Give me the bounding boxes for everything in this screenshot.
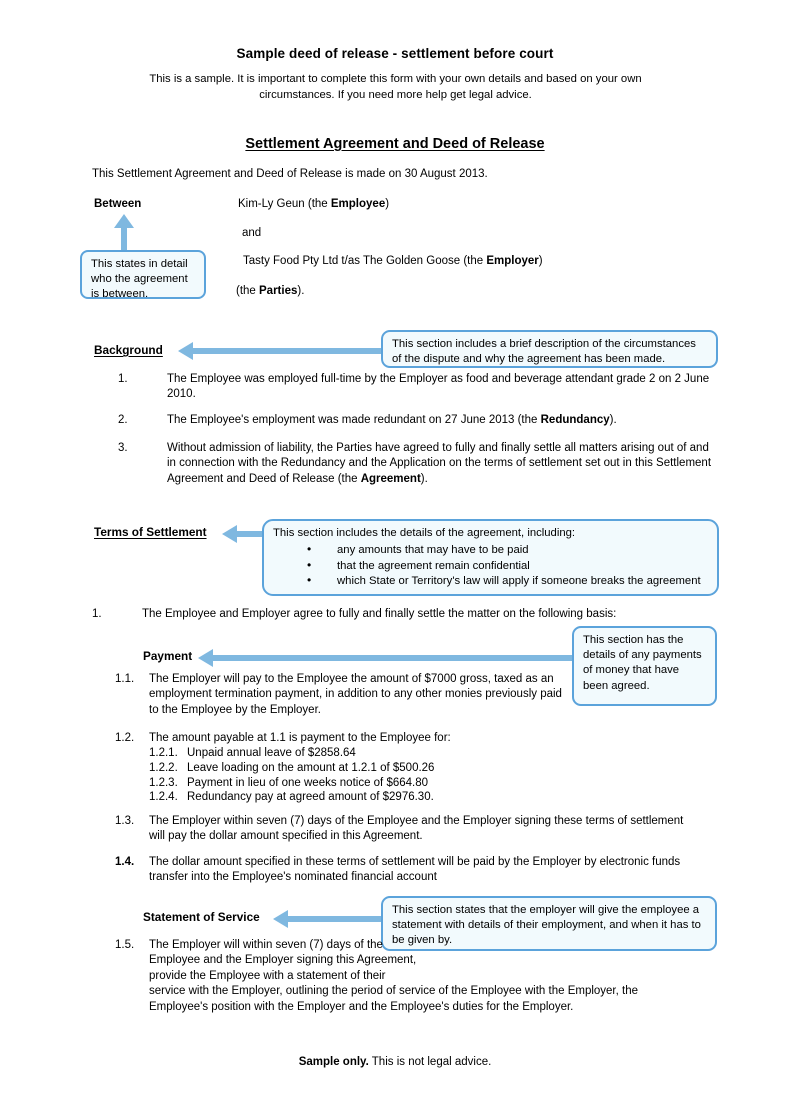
terms-item-1-1-text: The Employer will pay to the Employee the amount of $7000 gross, taxed as an employment termination payment, in addition to any other monies previously paid to the Employee by the Employer. (149, 673, 562, 716)
party-and: and (242, 227, 262, 239)
background-item-3-text (167, 441, 718, 487)
terms-item-1 (92, 607, 732, 622)
party-employer-pre: Tasty Food Pty Ltd t/as The Golden Goose (the (243, 255, 487, 267)
terms-item-1-2-3-number: 1.2.3. (149, 776, 178, 789)
footer-rest: This is not legal advice. (368, 1056, 492, 1068)
terms-item-1-2 (115, 731, 575, 805)
party-parties-post: ). (297, 285, 305, 297)
terms-item-1-4 (115, 855, 695, 886)
party-employer-bold: Employer (486, 255, 539, 267)
terms-item-1-2-sublist (149, 746, 575, 804)
terms-item-1-2-4 (149, 790, 575, 805)
agreement-heading: Settlement Agreement and Deed of Release (245, 136, 545, 152)
callout-terms-intro: This section includes the details of the agreement, including: (273, 527, 576, 539)
party-employee-pre: Kim-Ly Geun (the (238, 198, 331, 210)
party-parties (236, 285, 304, 297)
background-item-1-text: The Employee was employed full-time by the Employer as food and beverage attendant grade 2 on 2 June 2010. (167, 373, 710, 401)
party-employee-bold: Employee (330, 198, 386, 210)
document-subtitle: This is a sample. It is important to complete this form with your own details and based on your own circumstances. If you need more help get legal advice. (149, 73, 642, 101)
background-item-3-bold: Agreement (360, 472, 421, 485)
terms-item-1-2-text (149, 731, 575, 805)
callout-terms-bullet-1: • any amounts that may have to be paid (307, 543, 709, 559)
background-item-2-number: 2. (118, 414, 128, 426)
terms-item-1-2-4-text: Redundancy pay at agreed amount of $2976.30. (187, 791, 434, 804)
terms-item-1-text: The Employee and Employer agree to fully and finally settle the matter on the following basis: (142, 608, 617, 620)
terms-item-1-2-number: 1.2. (115, 732, 135, 744)
terms-item-1-1-number: 1.1. (115, 673, 135, 685)
terms-item-1-2-2-text: Leave loading on the amount at 1.2.1 of $500.26 (187, 762, 435, 774)
background-item-2 (118, 413, 718, 428)
background-item-1-number: 1. (118, 373, 128, 385)
terms-item-1-3 (115, 814, 695, 845)
footer-bold: Sample only. (298, 1056, 369, 1068)
callout-arrow-background (178, 341, 384, 361)
background-item-1 (118, 372, 718, 403)
callout-terms (262, 519, 719, 596)
terms-item-1-number: 1. (92, 608, 102, 620)
background-item-3-post: ). (420, 472, 428, 485)
terms-item-1-2-2 (149, 761, 575, 776)
party-employee (238, 198, 389, 210)
callout-arrow-between (113, 214, 135, 254)
terms-item-1-5-text (149, 938, 695, 1015)
page-footer (0, 1056, 790, 1068)
terms-item-1-2-3-text: Payment in lieu of one weeks notice of $664.80 (187, 776, 429, 789)
background-item-2-pre: The Employee's employment was made redundant on 27 June 2013 (the (167, 414, 541, 426)
terms-item-1-4-number: 1.4. (115, 856, 135, 868)
heading-payment: Payment (143, 649, 193, 663)
callout-terms-bullet-list (273, 543, 709, 590)
heading-terms-of-settlement: Terms of Settlement (94, 525, 207, 539)
party-employee-post: ) (385, 198, 390, 210)
terms-item-1-4-text: The dollar amount specified in these terms of settlement will be paid by the Employer by electronic funds transfer into the Employee's nominated financial account (149, 856, 681, 884)
terms-item-1-5-body: The Employer will within seven (7) days of the Employee and the Employer signing this Agreement, provide the Employee with a statement of their service with the Employer, outlining the period of service of the Employee with the Employer, the Employee's position with the Employer and the Employee's duties for the Employer. (149, 939, 639, 1013)
document-title: Sample deed of release - settlement before court (236, 46, 554, 61)
callout-arrow-terms (222, 524, 267, 544)
terms-item-1-3-text: The Employer within seven (7) days of the Employee and the Employer signing these terms of settlement will pay the dollar amount specified in this Agreement. (149, 815, 684, 843)
callout-statement-of-service: This section states that the employer will give the employee a statement with details of their employment, and when it has to be given by. (381, 896, 717, 951)
terms-item-1-2-4-number: 1.2.4. (149, 791, 178, 804)
background-item-2-bold: Redundancy (540, 414, 610, 426)
between-label: Between (94, 198, 142, 210)
terms-item-1-2-2-number: 1.2.2. (149, 762, 178, 774)
text-wrap-spacer (425, 938, 695, 980)
party-parties-pre: (the (236, 285, 260, 297)
callout-background: This section includes a brief description of the circumstances of the dispute and why the agreement has been made. (381, 330, 718, 368)
background-item-2-text (167, 413, 718, 428)
background-item-3-pre: Without admission of liability, the Parties have agreed to fully and finally settle all matters arising out of and in connection with the Redundancy and the Application on the terms of settlement set out in this Settlement Agreement and Deed of Release (the (167, 442, 712, 485)
terms-item-1-2-1-text: Unpaid annual leave of $2858.64 (187, 747, 356, 760)
terms-item-1-2-3 (149, 776, 575, 791)
callout-between: This states in detail who the agreement is between. (80, 250, 206, 299)
terms-item-1-1 (115, 672, 565, 718)
heading-statement-of-service: Statement of Service (143, 910, 260, 924)
terms-item-1-2-lead: The amount payable at 1.1 is payment to the Employee for: (149, 732, 451, 744)
terms-item-1-2-1-number: 1.2.1. (149, 747, 178, 760)
terms-item-1-3-number: 1.3. (115, 815, 135, 827)
callout-arrow-statement (273, 909, 384, 929)
terms-item-1-5 (115, 938, 695, 1015)
made-on-line: This Settlement Agreement and Deed of Release is made on 30 August 2013. (92, 168, 488, 180)
background-item-2-post: ). (609, 414, 617, 426)
callout-payment: This section has the details of any payments of money that have been agreed. (572, 626, 717, 706)
party-parties-bold: Parties (259, 285, 298, 297)
party-employer-post: ) (538, 255, 543, 267)
heading-background: Background (94, 343, 163, 357)
callout-terms-bullet-2: • that the agreement remain confidential (307, 559, 709, 575)
terms-item-1-5-number: 1.5. (115, 939, 135, 951)
terms-item-1-2-1 (149, 746, 575, 761)
callout-arrow-payment (198, 648, 576, 668)
callout-terms-bullet-3: • which State or Territory's law will apply if someone breaks the agreement (307, 574, 709, 590)
background-item-3-number: 3. (118, 442, 128, 454)
party-employer (243, 255, 543, 267)
background-item-3 (118, 441, 718, 487)
